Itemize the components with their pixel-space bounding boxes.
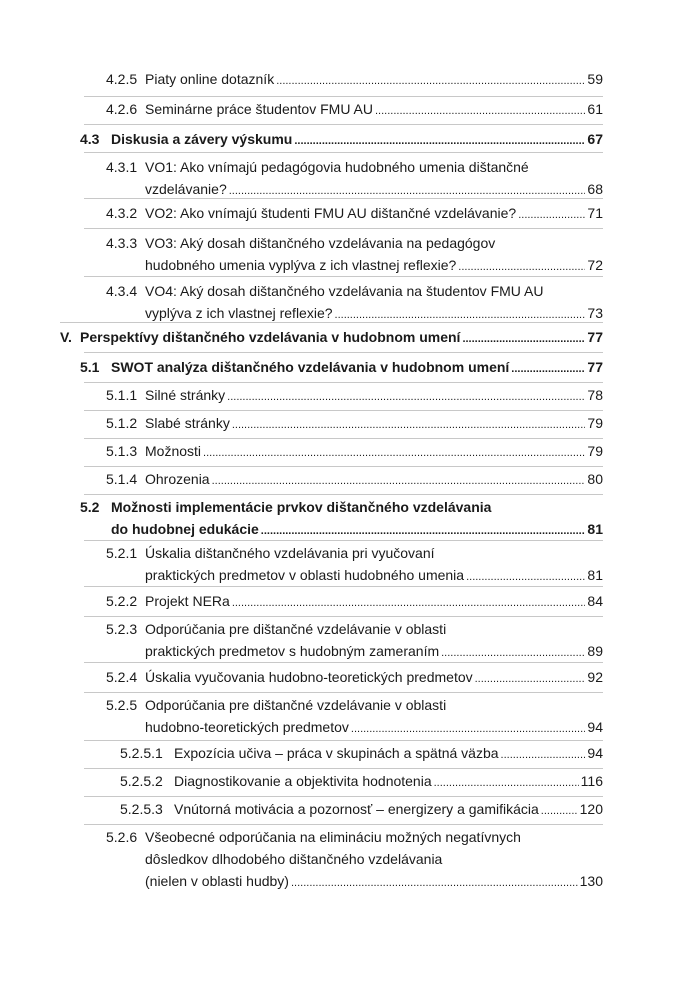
entry-separator: [84, 228, 603, 229]
dot-leader: [475, 666, 586, 690]
entry-title: Projekt NERa: [145, 593, 230, 609]
entry-title: Všeobecné odporúčania na elimináciu možných negatívnych: [145, 829, 521, 845]
page-number: 77: [587, 329, 603, 345]
toc-entry[interactable]: [106, 68, 603, 90]
entry-title: Slabé stránky: [145, 415, 230, 431]
toc-entry[interactable]: [106, 468, 603, 490]
dot-leader: [261, 518, 586, 542]
toc-entry[interactable]: [106, 666, 603, 688]
entry-number: 5.2.4: [106, 669, 138, 685]
entry-title: Možnosti implementácie prvkov dištančného vzdelávania: [111, 499, 492, 515]
dot-leader: [276, 68, 585, 92]
toc-entry[interactable]: [80, 496, 603, 540]
entry-title: Vnútorná motivácia a pozornosť – energizery a gamifikácia: [174, 801, 539, 817]
entry-separator: [84, 410, 603, 411]
entry-number: 5.1.1: [106, 387, 138, 403]
entry-separator: [84, 824, 603, 825]
dot-leader: [541, 798, 578, 822]
page-number: 94: [587, 745, 603, 761]
entry-title: VO3: Aký dosah dištančného vzdelávania na pedagógov: [145, 235, 496, 251]
entry-number: 4.2.5: [106, 71, 138, 87]
page-number: 79: [587, 415, 603, 431]
entry-title: hudobného umenia vyplýva z ich vlastnej reflexie?: [145, 257, 457, 273]
page-number: 78: [587, 387, 603, 403]
dot-leader: [501, 742, 586, 766]
page-number: 81: [587, 567, 603, 583]
entry-separator: [84, 124, 603, 125]
entry-separator: [84, 796, 603, 797]
entry-number: 5.1: [80, 359, 100, 375]
page-number: 92: [587, 669, 603, 685]
entry-number: 5.1.3: [106, 443, 138, 459]
entry-number: 5.2.5.1: [120, 745, 163, 761]
toc-entry[interactable]: [120, 798, 603, 820]
entry-number: 4.3.1: [106, 159, 138, 175]
entry-title: praktických predmetov s hudobným zameraním: [145, 643, 440, 659]
toc-entry[interactable]: [120, 742, 603, 764]
entry-title: (nielen v oblasti hudby): [145, 873, 289, 889]
entry-title: vzdelávanie?: [145, 181, 227, 197]
toc-entry[interactable]: [106, 412, 603, 434]
entry-number: 5.2.1: [106, 545, 138, 561]
page-number: 81: [587, 521, 603, 537]
toc-entry[interactable]: [106, 202, 603, 224]
toc-entry[interactable]: [106, 384, 603, 406]
page-number: 73: [587, 305, 603, 321]
dot-leader: [335, 302, 586, 326]
entry-title: Úskalia vyučovania hudobno-teoretických predmetov: [145, 669, 473, 685]
entry-title: Perspektívy dištančného vzdelávania v hudobnom umení: [80, 329, 461, 345]
entry-number: 5.2.5: [106, 697, 138, 713]
toc-entry[interactable]: [106, 694, 603, 738]
entry-number: 5.1.4: [106, 471, 138, 487]
entry-title: Ohrozenia: [145, 471, 210, 487]
entry-number: 5.2.5.2: [120, 773, 163, 789]
entry-number: 5.2.3: [106, 621, 138, 637]
dot-leader: [511, 356, 585, 380]
entry-number: 5.2.2: [106, 593, 138, 609]
entry-title: Diagnostikovanie a objektivita hodnotenia: [174, 773, 432, 789]
page-number: 67: [587, 131, 603, 147]
entry-number: V.: [60, 329, 72, 345]
dot-leader: [518, 202, 585, 226]
toc-entry[interactable]: [106, 590, 603, 612]
entry-title: Expozícia učiva – práca v skupinách a spätná väzba: [174, 745, 499, 761]
entry-separator: [84, 466, 603, 467]
toc-entry[interactable]: [80, 128, 603, 150]
page-number: 77: [587, 359, 603, 375]
page-number: 59: [587, 71, 603, 87]
dot-leader: [466, 564, 585, 588]
entry-separator: [84, 740, 603, 741]
dot-leader: [294, 128, 585, 152]
entry-number: 4.3.3: [106, 235, 138, 251]
entry-number: 4.3: [80, 131, 100, 147]
entry-number: 4.3.4: [106, 283, 138, 299]
entry-title: SWOT analýza dištančného vzdelávania v hudobnom umení: [111, 359, 510, 375]
dot-leader: [458, 254, 585, 278]
entry-title: hudobno-teoretických predmetov: [145, 719, 349, 735]
entry-title: do hudobnej edukácie: [111, 521, 259, 537]
dot-leader: [291, 870, 578, 894]
dot-leader: [441, 640, 585, 664]
entry-title: Odporúčania pre dištančné vzdelávanie v oblasti: [145, 621, 447, 637]
entry-separator: [84, 692, 603, 693]
entry-separator: [84, 768, 603, 769]
toc-entry[interactable]: [106, 98, 603, 120]
entry-title: Úskalia dištančného vzdelávania pri vyučovaní: [145, 545, 435, 561]
page-number: 116: [580, 773, 603, 789]
entry-number: 4.3.2: [106, 205, 138, 221]
toc-entry[interactable]: [106, 156, 603, 200]
entry-number: 5.1.2: [106, 415, 138, 431]
entry-title: Seminárne práce študentov FMU AU: [145, 101, 373, 117]
dot-leader: [227, 384, 585, 408]
entry-number: 5.2: [80, 499, 100, 515]
page-number: 130: [579, 873, 603, 889]
entry-title: Piaty online dotazník: [145, 71, 275, 87]
dot-leader: [375, 98, 585, 122]
dot-leader: [351, 716, 586, 740]
toc-entry[interactable]: [106, 232, 603, 276]
page-number: 80: [587, 471, 603, 487]
toc-entry[interactable]: [106, 280, 603, 324]
toc-entry[interactable]: [106, 618, 603, 662]
entry-title: Možnosti: [145, 443, 202, 459]
entry-separator: [84, 616, 603, 617]
entry-title: dôsledkov dlhodobého dištančného vzdelávania: [145, 851, 443, 867]
toc-entry[interactable]: [120, 770, 603, 792]
entry-number: 5.2.6: [106, 829, 138, 845]
toc-entry[interactable]: [106, 542, 603, 586]
entry-separator: [84, 352, 603, 353]
entry-title: VO4: Aký dosah dištančného vzdelávania na študentov FMU AU: [145, 283, 544, 299]
dot-leader: [229, 178, 586, 202]
page-number: 61: [587, 101, 603, 117]
entry-title: Diskusia a závery výskumu: [111, 131, 293, 147]
dot-leader: [232, 412, 586, 436]
page-number: 68: [587, 181, 603, 197]
dot-leader: [212, 468, 586, 492]
page-number: 89: [587, 643, 603, 659]
entry-separator: [84, 494, 603, 495]
entry-title: VO2: Ako vnímajú študenti FMU AU dištančné vzdelávanie?: [145, 205, 517, 221]
toc-entry[interactable]: [80, 356, 603, 378]
entry-title: Odporúčania pre dištančné vzdelávanie v oblasti: [145, 697, 447, 713]
entry-number: 4.2.6: [106, 101, 138, 117]
toc-entry[interactable]: [106, 826, 603, 892]
page-number: 120: [579, 801, 603, 817]
entry-title: VO1: Ako vnímajú pedagógovia hudobného umenia dištančné: [145, 159, 529, 175]
toc-entry[interactable]: [60, 326, 603, 348]
page-number: 71: [587, 205, 603, 221]
entry-separator: [84, 96, 603, 97]
page-number: 94: [587, 719, 603, 735]
entry-number: 5.2.5.3: [120, 801, 163, 817]
dot-leader: [232, 590, 586, 614]
toc-entry[interactable]: [106, 440, 603, 462]
entry-title: praktických predmetov v oblasti hudobného umenia: [145, 567, 465, 583]
dot-leader: [203, 440, 585, 464]
entry-separator: [84, 152, 603, 153]
entry-separator: [84, 382, 603, 383]
page-number: 84: [587, 593, 603, 609]
entry-separator: [84, 438, 603, 439]
page-number: 79: [587, 443, 603, 459]
entry-title: vyplýva z ich vlastnej reflexie?: [145, 305, 333, 321]
dot-leader: [434, 770, 579, 794]
entry-title: Silné stránky: [145, 387, 226, 403]
dot-leader: [462, 326, 585, 350]
page-number: 72: [587, 257, 603, 273]
